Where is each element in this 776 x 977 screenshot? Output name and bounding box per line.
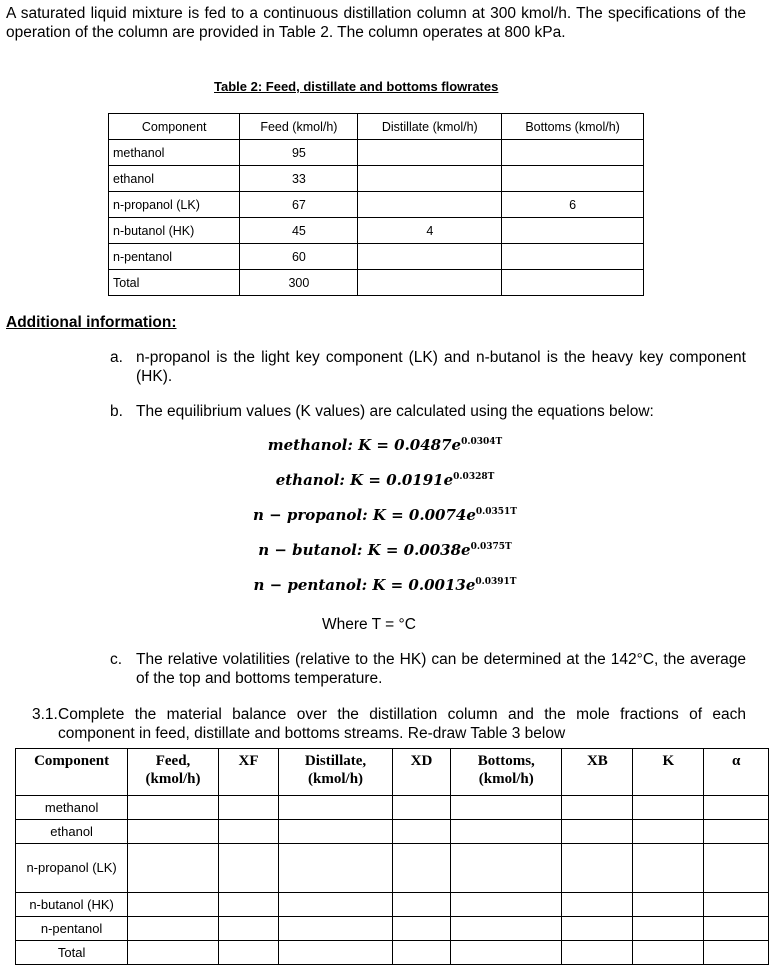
table3-component: n-butanol (HK) <box>16 893 128 917</box>
empty-cell[interactable] <box>218 796 278 820</box>
table2-cell <box>502 270 644 296</box>
table2-cell <box>358 166 502 192</box>
empty-cell[interactable] <box>633 796 704 820</box>
table-row <box>109 270 644 296</box>
table-2 <box>108 113 644 296</box>
table3-component: n-propanol (LK) <box>16 844 128 893</box>
empty-cell[interactable] <box>128 796 219 820</box>
table3-header: Bottoms, (kmol/h) <box>451 749 562 796</box>
table-3 <box>15 748 769 965</box>
table3-header: XF <box>218 749 278 796</box>
table-row <box>16 893 769 917</box>
table3-component: n-pentanol <box>16 917 128 941</box>
empty-cell[interactable] <box>128 917 219 941</box>
table2-cell: n-pentanol <box>109 244 240 270</box>
table2-cell: ethanol <box>109 166 240 192</box>
table2-cell: n-propanol (LK) <box>109 192 240 218</box>
empty-cell[interactable] <box>218 820 278 844</box>
empty-cell[interactable] <box>562 796 633 820</box>
empty-cell[interactable] <box>562 917 633 941</box>
table2-cell: Total <box>109 270 240 296</box>
k-equation <box>105 436 665 454</box>
table2-cell <box>358 192 502 218</box>
where-note: Where T = °C <box>322 616 416 633</box>
empty-cell[interactable] <box>633 917 704 941</box>
table-row <box>16 844 769 893</box>
equation-lhs: n − propanol: K = 0.0074e <box>252 506 476 524</box>
table-row <box>16 917 769 941</box>
table-row <box>109 218 644 244</box>
table-row <box>16 941 769 965</box>
table3-header: Feed, (kmol/h) <box>128 749 219 796</box>
empty-cell[interactable] <box>218 941 278 965</box>
table2-cell <box>502 166 644 192</box>
empty-cell[interactable] <box>279 844 393 893</box>
table2-header: Bottoms (kmol/h) <box>502 114 644 140</box>
empty-cell[interactable] <box>279 941 393 965</box>
table2-cell <box>502 140 644 166</box>
table2-header: Distillate (kmol/h) <box>358 114 502 140</box>
intro-paragraph: A saturated liquid mixture is fed to a continuous distillation column at 300 kmol/h. The specifications of the operation of the column are provided in Table 2. The column operates at 800 kPa. <box>6 5 746 41</box>
empty-cell[interactable] <box>128 893 219 917</box>
empty-cell[interactable] <box>279 917 393 941</box>
table2-cell: 4 <box>358 218 502 244</box>
table2-cell: 45 <box>240 218 358 244</box>
table2-header: Component <box>109 114 240 140</box>
equation-lhs: n − butanol: K = 0.0038e <box>258 541 471 559</box>
table2-cell: 95 <box>240 140 358 166</box>
table-row <box>16 820 769 844</box>
equation-exponent: 0.0351T <box>475 507 518 517</box>
table-row <box>109 166 644 192</box>
equation-lhs: ethanol: K = 0.0191e <box>275 471 454 489</box>
equation-exponent: 0.0328T <box>453 472 495 482</box>
item-c-marker: c. <box>110 651 123 668</box>
k-equation <box>105 506 665 524</box>
k-equation <box>105 471 665 489</box>
empty-cell[interactable] <box>633 941 704 965</box>
empty-cell[interactable] <box>704 820 769 844</box>
empty-cell[interactable] <box>704 844 769 893</box>
empty-cell[interactable] <box>128 941 219 965</box>
table2-cell <box>502 218 644 244</box>
empty-cell[interactable] <box>704 917 769 941</box>
empty-cell[interactable] <box>128 820 219 844</box>
table2-cell <box>358 140 502 166</box>
empty-cell[interactable] <box>451 893 562 917</box>
k-equation <box>105 541 665 559</box>
table2-cell: 60 <box>240 244 358 270</box>
item-b-marker: b. <box>110 403 123 420</box>
equation-exponent: 0.0391T <box>475 577 517 587</box>
table3-header: Component <box>16 749 128 796</box>
table2-header: Feed (kmol/h) <box>240 114 358 140</box>
equation-lhs: n − pentanol: K = 0.0013e <box>253 576 476 594</box>
empty-cell[interactable] <box>562 820 633 844</box>
empty-cell[interactable] <box>451 941 562 965</box>
empty-cell[interactable] <box>451 917 562 941</box>
empty-cell[interactable] <box>633 844 704 893</box>
empty-cell[interactable] <box>392 941 450 965</box>
empty-cell[interactable] <box>562 941 633 965</box>
table2-cell: methanol <box>109 140 240 166</box>
empty-cell[interactable] <box>562 844 633 893</box>
empty-cell[interactable] <box>451 820 562 844</box>
table2-cell <box>502 244 644 270</box>
table-row <box>109 244 644 270</box>
empty-cell[interactable] <box>704 796 769 820</box>
empty-cell[interactable] <box>562 893 633 917</box>
table2-cell: 6 <box>502 192 644 218</box>
additional-heading: Additional information: <box>6 314 177 331</box>
empty-cell[interactable] <box>633 893 704 917</box>
equation-lhs: methanol: K = 0.0487e <box>267 436 462 454</box>
empty-cell[interactable] <box>218 917 278 941</box>
table3-header: K <box>633 749 704 796</box>
table2-cell: 300 <box>240 270 358 296</box>
empty-cell[interactable] <box>704 893 769 917</box>
equation-exponent: 0.0375T <box>470 542 512 552</box>
table3-header: α <box>704 749 769 796</box>
empty-cell[interactable] <box>392 820 450 844</box>
table3-header: Distillate, (kmol/h) <box>279 749 393 796</box>
empty-cell[interactable] <box>451 796 562 820</box>
item-c-text: The relative volatilities (relative to the HK) can be determined at the 142°C, the average of the top and bottoms temperature. <box>136 651 746 687</box>
question-number: 3.1. <box>32 706 58 723</box>
table-row <box>109 140 644 166</box>
empty-cell[interactable] <box>451 844 562 893</box>
item-a-text: n-propanol is the light key component (LK) and n-butanol is the heavy key component (HK). <box>136 349 746 385</box>
table-row <box>109 192 644 218</box>
empty-cell[interactable] <box>392 796 450 820</box>
table2-cell <box>358 270 502 296</box>
table-row <box>16 796 769 820</box>
table2-cell: n-butanol (HK) <box>109 218 240 244</box>
empty-cell[interactable] <box>392 844 450 893</box>
item-b-text: The equilibrium values (K values) are calculated using the equations below: <box>136 403 654 420</box>
empty-cell[interactable] <box>218 893 278 917</box>
item-a-marker: a. <box>110 349 123 366</box>
table3-header: XD <box>392 749 450 796</box>
empty-cell[interactable] <box>279 796 393 820</box>
table3-component: ethanol <box>16 820 128 844</box>
empty-cell[interactable] <box>633 820 704 844</box>
equation-exponent: 0.0304T <box>461 437 503 447</box>
empty-cell[interactable] <box>218 844 278 893</box>
empty-cell[interactable] <box>128 844 219 893</box>
empty-cell[interactable] <box>279 893 393 917</box>
empty-cell[interactable] <box>704 941 769 965</box>
k-equation <box>105 576 665 594</box>
empty-cell[interactable] <box>392 917 450 941</box>
table2-cell: 67 <box>240 192 358 218</box>
table2-caption: Table 2: Feed, distillate and bottoms flowrates <box>214 79 499 94</box>
table3-component: methanol <box>16 796 128 820</box>
table2-cell <box>358 244 502 270</box>
empty-cell[interactable] <box>279 820 393 844</box>
table3-component: Total <box>16 941 128 965</box>
empty-cell[interactable] <box>392 893 450 917</box>
table2-cell: 33 <box>240 166 358 192</box>
question-text: Complete the material balance over the distillation column and the mole fractions of each component in feed, distillate and bottoms streams. Re-draw Table 3 below <box>58 706 746 742</box>
table3-header: XB <box>562 749 633 796</box>
